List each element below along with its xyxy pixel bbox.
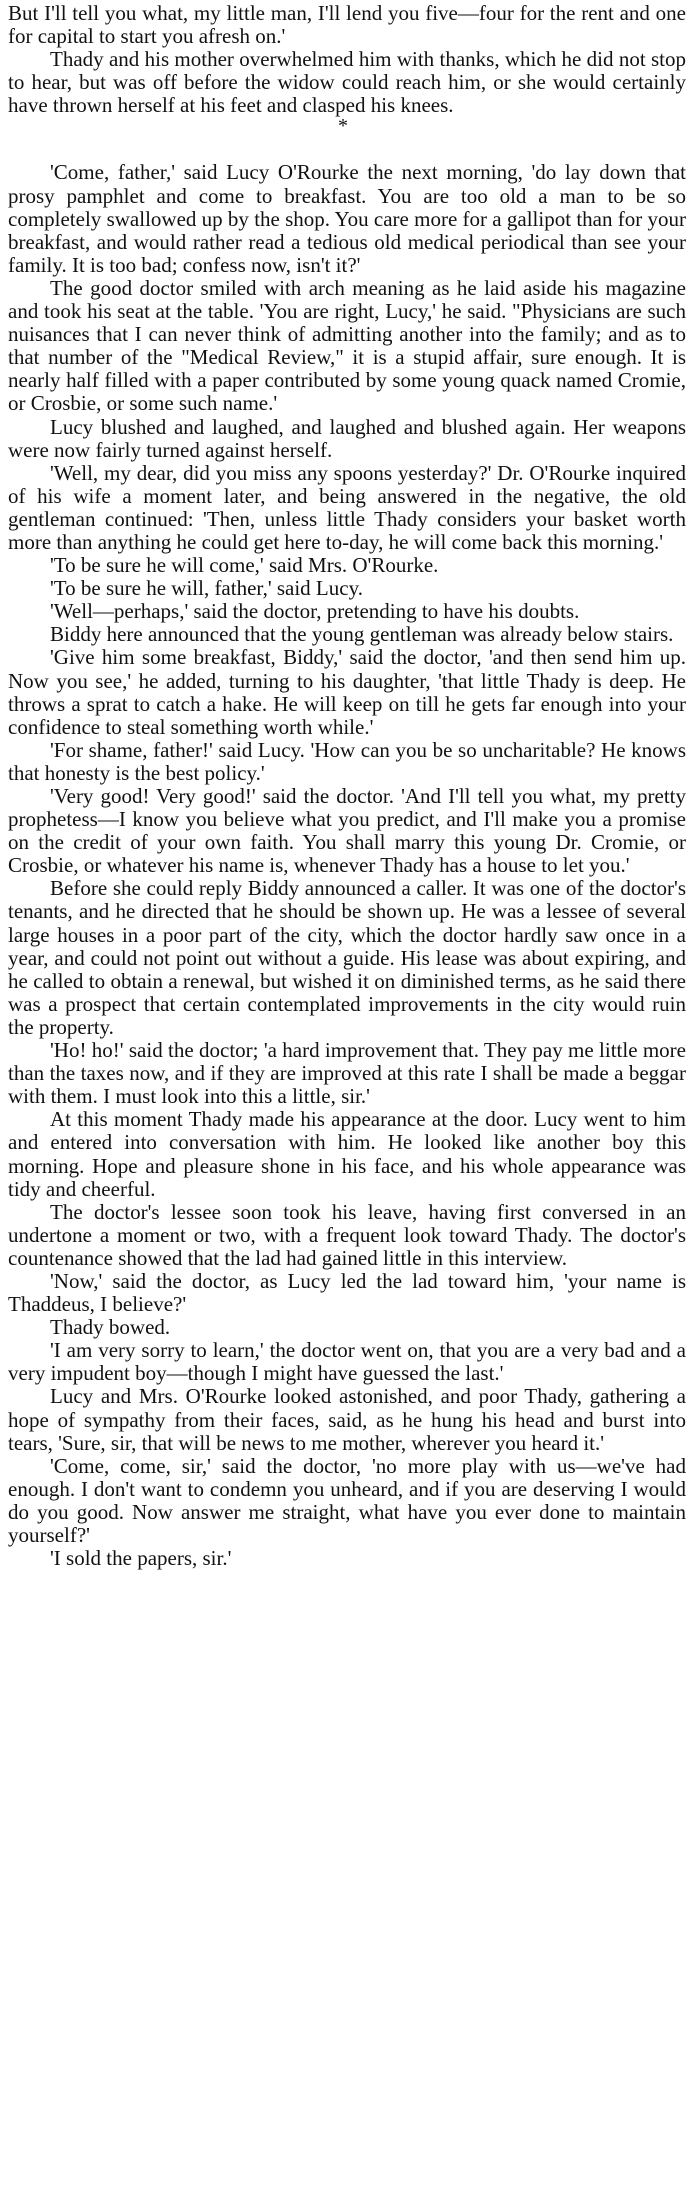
paragraph: 'I sold the papers, sir.' — [50, 1546, 232, 1571]
paragraph: 'To be sure he will, father,' said Lucy. — [50, 576, 363, 601]
paragraph: Thady bowed. — [50, 1315, 171, 1340]
paragraph: 'Come, come, sir,' said the doctor, 'no more play with us—we've had enough. I don't want to condemn you unheard, and if you are deserving I would do you good. Now answer me straight, what have you ever done to maintain yourself?' — [8, 1453, 686, 1547]
paragraph: 'I am very sorry to learn,' the doctor went on, that you are a very bad and a very impudent boy—though I might have guessed the last.' — [8, 1338, 686, 1386]
section-break-star: * — [338, 115, 348, 138]
paragraph: 'Well—perhaps,' said the doctor, pretending to have his doubts. — [50, 599, 580, 624]
paragraph: 'Very good! Very good!' said the doctor. 'And I'll tell you what, my pretty prophetess—I know you believe what you predict, and I'll make you a promise on the credit of your own faith. You shall marry this young Dr. Cromie, or Crosbie, or whatever his name is, whenever Thady has a house to let you.' — [8, 784, 686, 878]
paragraph: 'To be sure he will come,' said Mrs. O'Rourke. — [50, 553, 439, 578]
paragraph: 'Ho! ho!' said the doctor; 'a hard improvement that. They pay me little more than the taxes now, and if they are improved at this rate I shall be made a beggar with them. I must look into this a little, sir.' — [8, 1038, 686, 1109]
paragraph: The doctor's lessee soon took his leave, having first conversed in an undertone a moment or two, with a frequent look toward Thady. The doctor's countenance showed that the lad had gained little in this interview. — [8, 1199, 686, 1270]
paragraph: But I'll tell you what, my little man, I'll lend you five—four for the rent and one for capital to start you afresh on.' — [8, 1, 686, 49]
paragraph: Thady and his mother overwhelmed him with thanks, which he did not stop to hear, but was off before the widow could reach him, or she would certainly have thrown herself at his feet and clasped his knees. — [8, 47, 686, 118]
paragraph: 'Come, father,' said Lucy O'Rourke the next morning, 'do lay down that prosy pamphlet and come to breakfast. You are too old a man to be so completely swallowed up by the shop. You care more for a gallipot than for your breakfast, and would rather read a tedious old medical periodical than see your family. It is too bad; confess now, isn't it?' — [8, 160, 686, 277]
paragraph: Lucy and Mrs. O'Rourke looked astonished, and poor Thady, gathering a hope of sympathy from their faces, said, as he hung his head and burst into tears, 'Sure, sir, that will be news to me mother, wherever you heard it.' — [8, 1384, 686, 1455]
paragraph: Lucy blushed and laughed, and laughed and blushed again. Her weapons were now fairly turned against herself. — [8, 414, 686, 462]
paragraph: 'For shame, father!' said Lucy. 'How can you be so uncharitable? He knows that honesty is the best policy.' — [8, 737, 686, 785]
paragraph: 'Now,' said the doctor, as Lucy led the lad toward him, 'your name is Thaddeus, I believe?' — [8, 1268, 686, 1317]
paragraph: At this moment Thady made his appearance at the door. Lucy went to him and entered into conversation with him. He looked like another boy this morning. Hope and pleasure shone in his face, and his whole appearance was tidy and cheerful. — [8, 1107, 686, 1201]
paragraph: Before she could reply Biddy announced a caller. It was one of the doctor's tenants, and he directed that he should be shown up. He was a lessee of several large houses in a poor part of the city, which the doctor hardly saw once in a year, and could not point out without a guide. His lease was about expiring, and he called to obtain a renewal, but wished it on diminished terms, as he said there was a prospect that certain contemplated improvements in the city would ruin the property. — [8, 876, 686, 1039]
paragraph: Biddy here announced that the young gentleman was already below stairs. — [50, 622, 674, 647]
paragraph: 'Well, my dear, did you miss any spoons yesterday?' Dr. O'Rourke inquired of his wife a moment later, and being answered in the negative, the old gentleman continued: 'Then, unless little Thady considers your basket worth more than anything he could get here to-day, he will come back this morning.' — [8, 460, 686, 554]
section-break — [8, 117, 686, 161]
paragraph: The good doctor smiled with arch meaning as he laid aside his magazine and took his seat at the table. 'You are right, Lucy,' he said. "Physicians are such nuisances that I can never think of admitting another into the family; and as to that number of the "Medical Review," it is a stupid affair, sure enough. It is nearly half filled with a paper contributed by some young quack named Cromie, or Crosbie, or some such name.' — [8, 275, 686, 416]
article-column — [8, 0, 686, 1570]
paragraph: 'Give him some breakfast, Biddy,' said the doctor, 'and then send him up. Now you see,' he added, turning to his daughter, 'that little Thady is deep. He throws a sprat to catch a hake. He will keep on till he gets far enough into your confidence to steal something worth while.' — [8, 645, 686, 739]
